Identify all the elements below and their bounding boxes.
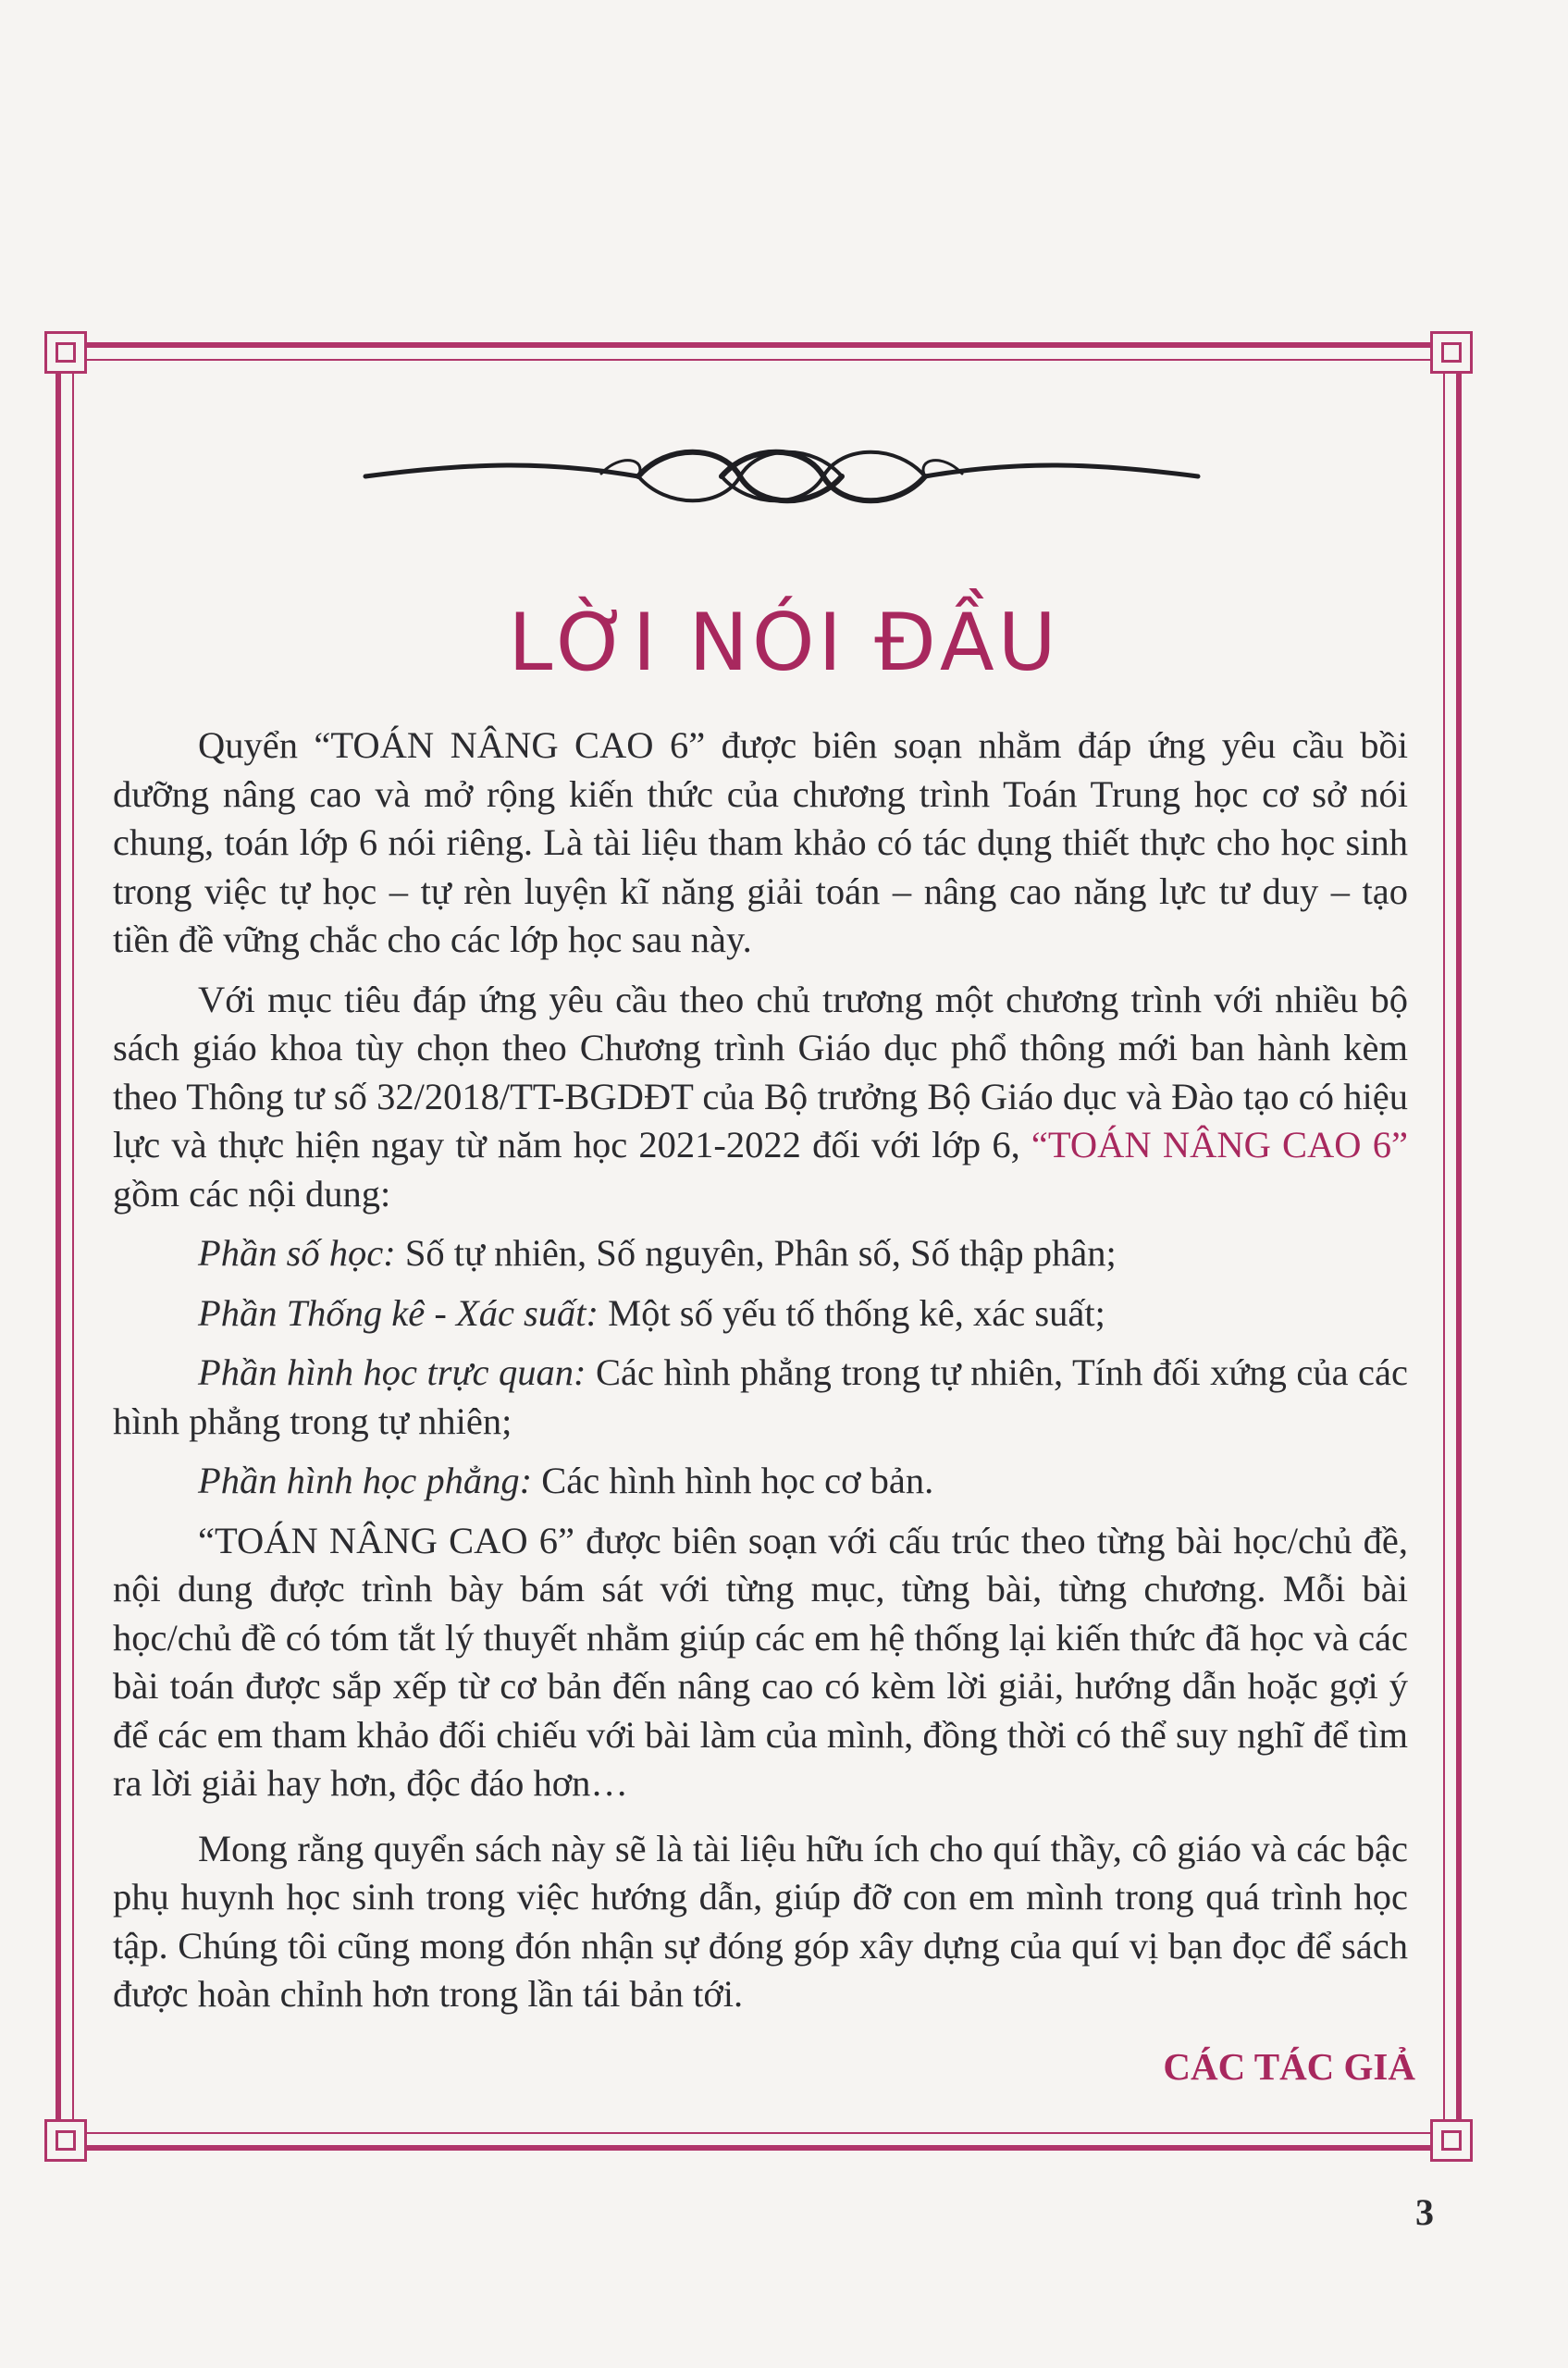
book-title: “TOÁN NÂNG CAO 6” [198,1519,574,1561]
page-title: LỜI NÓI ĐẦU [508,597,1060,689]
author-signature: CÁC TÁC GIẢ [1163,2045,1415,2088]
book-title: “TOÁN NÂNG CAO 6” [1031,1124,1408,1166]
paragraph: Quyển “TOÁN NÂNG CAO 6” được biên soạn nhằm đáp ứng yêu cầu bồi dưỡng nâng cao và mở rộng kiến thức của chương trình Toán Trung học cơ sở nói chung, toán lớp 6 nói riêng. Là tài liệu tham khảo có tác dụng thiết thực cho học sinh trong việc tự học – tự rèn luyện kĩ năng giải toán – nâng cao năng lực tư duy – tạo tiền đề vững chắc cho các lớp học sau này. [113,724,1408,960]
preface-body [113,722,1408,2019]
frame-corner-ornament [44,2119,87,2162]
content-item: Phần Thống kê - Xác suất: Một số yếu tố thống kê, xác suất; [198,1291,1105,1334]
paragraph: “TOÁN NÂNG CAO 6” được biên soạn với cấu trúc theo từng bài học/chủ đề, nội dung được trình bày bám sát với từng mục, từng bài, từng chương. Mỗi bài học/chủ đề có tóm tắt lý thuyết nhằm giúp các em hệ thống lại kiến thức đã học và các bài toán được sắp xếp từ cơ bản đến nâng cao có kèm lời giải, hướng dẫn hoặc gợi ý để các em tham khảo đối chiếu với bài làm của mình, đồng thời có thể suy nghĩ để tìm ra lời giải hay hơn, độc đáo hơn… [113,1519,1409,1804]
item-label: Phần số học: [198,1232,396,1274]
content-item: Phần hình học trực quan: Các hình phẳng trong tự nhiên, Tính đối xứng của các hình phẳng trong tự nhiên; [113,1351,1408,1442]
content-item: Phần hình học phẳng: Các hình hình học cơ bản. [198,1460,934,1501]
page-number: 3 [1415,2191,1434,2233]
paragraph: Mong rằng quyển sách này sẽ là tài liệu hữu ích cho quí thầy, cô giáo và các bậc phụ huynh học sinh trong việc hướng dẫn, giúp đỡ con em mình trong quá trình học tập. Chúng tôi cũng mong đón nhận sự đóng góp xây dựng của quí vị bạn đọc để sách được hoàn chỉnh hơn trong lần tái bản tới. [113,1827,1408,2015]
item-label: Phần hình học phẳng: [198,1460,533,1501]
book-title: “TOÁN NÂNG CAO 6” [314,724,706,766]
frame-corner-ornament [44,331,87,374]
frame-corner-ornament [1430,2119,1473,2162]
item-label: Phần Thống kê - Xác suất: [198,1291,599,1334]
paragraph: Với mục tiêu đáp ứng yêu cầu theo chủ trương một chương trình với nhiều bộ sách giáo khoa tùy chọn theo Chương trình Giáo dục phổ thông mới ban hành kèm theo Thông tư số 32/2018/TT-BGDĐT của Bộ trưởng Bộ Giáo dục và Đào tạo có hiệu lực và thực hiện ngay từ năm học 2021-2022 đối với lớp 6, “TOÁN NÂNG CAO 6” gồm các nội dung: [113,978,1408,1215]
item-label: Phần hình học trực quan: [198,1351,586,1393]
flourish-ornament [361,435,1203,518]
content-item: Phần số học: Số tự nhiên, Số nguyên, Phân số, Số thập phân; [198,1232,1117,1274]
frame-corner-ornament [1430,331,1473,374]
